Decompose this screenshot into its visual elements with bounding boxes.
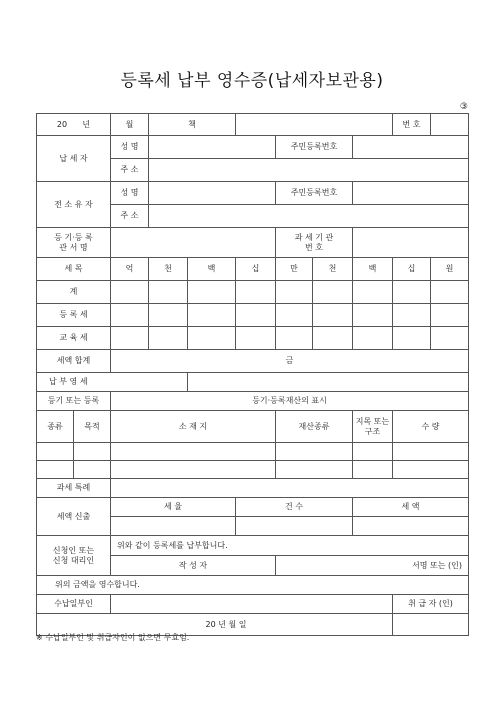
tax-amount-field[interactable] — [353, 517, 469, 536]
amount-cell[interactable] — [276, 281, 313, 304]
amount-cell[interactable] — [188, 327, 236, 350]
author-label: 작 성 자 — [111, 556, 276, 576]
property-kind-label: 재산종류 — [276, 411, 353, 443]
applicant-label: 신청인 또는 신청 대리인 — [37, 536, 111, 576]
amount-cell[interactable] — [149, 304, 188, 327]
property-display-label: 등기·등록재산의 표시 — [111, 392, 469, 411]
total-label: 계 — [37, 281, 111, 304]
tax-sum-field[interactable]: 금 — [111, 350, 469, 373]
book-cell: 책 — [149, 114, 236, 136]
amount-cell[interactable] — [431, 327, 469, 350]
payment-amount-field[interactable] — [188, 373, 469, 392]
tax-receipt-form — [36, 113, 469, 636]
amount-cell[interactable] — [188, 281, 236, 304]
tax-item-label: 세 목 — [37, 258, 111, 281]
amount-cell[interactable] — [236, 304, 276, 327]
property-cell[interactable] — [37, 461, 74, 479]
prev-owner-id-label: 주민등록번호 — [276, 182, 353, 205]
tax-rate-label: 세 율 — [111, 498, 236, 517]
taxpayer-address-label: 주 소 — [111, 159, 149, 182]
amount-cell[interactable] — [393, 281, 431, 304]
taxpayer-address-field[interactable] — [149, 159, 469, 182]
location-label: 소 재 지 — [111, 411, 276, 443]
prev-owner-address-field[interactable] — [149, 205, 469, 228]
year-cell: 20 년 — [37, 114, 111, 136]
amount-cell[interactable] — [353, 281, 393, 304]
page-title: 등록세 납부 영수증(납세자보관용) — [120, 71, 384, 91]
purpose-label: 목적 — [74, 411, 111, 443]
registry-office-field[interactable] — [111, 228, 276, 258]
education-tax-label: 교 육 세 — [37, 327, 111, 350]
handler-seal-area[interactable] — [393, 614, 469, 636]
prev-owner-label: 전 소 유 자 — [37, 182, 111, 228]
unit-won: 원 — [431, 258, 469, 281]
registration-tax-label: 등 록 세 — [37, 304, 111, 327]
taxpayer-label: 납 세 자 — [37, 136, 111, 182]
unit-sip: 십 — [236, 258, 276, 281]
tax-rate-field[interactable] — [111, 517, 236, 536]
property-cell[interactable] — [111, 443, 276, 461]
taxpayer-name-label: 성 명 — [111, 136, 149, 159]
payment-amount-label: 납 부 영 세 — [37, 373, 188, 392]
unit-sip-2: 십 — [393, 258, 431, 281]
land-structure-label: 지목 또는 구조 — [353, 411, 393, 443]
amount-cell[interactable] — [276, 327, 313, 350]
property-cell[interactable] — [74, 443, 111, 461]
count-label: 건 수 — [236, 498, 353, 517]
amount-cell[interactable] — [111, 304, 149, 327]
unit-baek-2: 백 — [353, 258, 393, 281]
number-value[interactable] — [431, 114, 469, 136]
amount-cell[interactable] — [111, 327, 149, 350]
kind-label: 종류 — [37, 411, 74, 443]
amount-cell[interactable] — [111, 281, 149, 304]
count-field[interactable] — [236, 517, 353, 536]
taxpayer-name-field[interactable] — [149, 136, 276, 159]
amount-cell[interactable] — [353, 327, 393, 350]
prev-owner-address-label: 주 소 — [111, 205, 149, 228]
number-label: 번 호 — [393, 114, 431, 136]
registry-office-label: 등 기·등 록 관 서 명 — [37, 228, 111, 258]
property-cell[interactable] — [393, 461, 469, 479]
property-cell[interactable] — [111, 461, 276, 479]
special-taxation-field[interactable] — [111, 479, 469, 498]
tax-office-field[interactable] — [353, 228, 469, 258]
received-statement: 위의 금액을 영수합니다. — [37, 576, 469, 595]
amount-cell[interactable] — [313, 304, 353, 327]
tax-amount-label: 세 액 — [353, 498, 469, 517]
amount-cell[interactable] — [393, 304, 431, 327]
property-cell[interactable] — [393, 443, 469, 461]
special-taxation-label: 과세 특례 — [37, 479, 111, 498]
receipt-date-area[interactable] — [111, 595, 393, 614]
signature-label[interactable]: 서명 또는 (인) — [276, 556, 469, 576]
amount-cell[interactable] — [149, 281, 188, 304]
amount-cell[interactable] — [188, 304, 236, 327]
declaration-label: 세액 신출 — [37, 498, 111, 536]
tax-office-label: 과 세 기 관 번 호 — [276, 228, 353, 258]
amount-cell[interactable] — [276, 304, 313, 327]
unit-man: 만 — [276, 258, 313, 281]
property-cell[interactable] — [353, 461, 393, 479]
unit-cheon-2: 천 — [313, 258, 353, 281]
amount-cell[interactable] — [431, 304, 469, 327]
unit-eok: 억 — [111, 258, 149, 281]
amount-cell[interactable] — [313, 327, 353, 350]
property-cell[interactable] — [276, 443, 353, 461]
amount-cell[interactable] — [393, 327, 431, 350]
amount-cell[interactable] — [313, 281, 353, 304]
quantity-label: 수 량 — [393, 411, 469, 443]
handler-label: 취 급 자 (인) — [393, 595, 469, 614]
prev-owner-name-label: 성 명 — [111, 182, 149, 205]
property-cell[interactable] — [74, 461, 111, 479]
payment-statement: 위와 같이 등록세를 납부합니다. — [111, 536, 469, 556]
prev-owner-name-field[interactable] — [149, 182, 276, 205]
taxpayer-id-field[interactable] — [353, 136, 469, 159]
amount-cell[interactable] — [431, 281, 469, 304]
amount-cell[interactable] — [149, 327, 188, 350]
property-cell[interactable] — [37, 443, 74, 461]
property-cell[interactable] — [353, 443, 393, 461]
prev-owner-id-field[interactable] — [353, 182, 469, 205]
footnote: ※ 수납일부인 및 취급자인이 없으면 무효임. — [36, 633, 190, 642]
form-copy-number: ③ — [459, 102, 468, 112]
header-blank[interactable] — [236, 114, 393, 136]
amount-cell[interactable] — [236, 327, 276, 350]
taxpayer-id-label: 주민등록번호 — [276, 136, 353, 159]
amount-cell[interactable] — [353, 304, 393, 327]
tax-sum-label: 세액 합계 — [37, 350, 111, 373]
registration-type-label: 등기 또는 등록 — [37, 392, 111, 411]
property-cell[interactable] — [276, 461, 353, 479]
unit-cheon: 천 — [149, 258, 188, 281]
month-cell: 월 — [111, 114, 149, 136]
unit-baek: 백 — [188, 258, 236, 281]
amount-cell[interactable] — [236, 281, 276, 304]
receipt-date-label: 수납일부인 — [37, 595, 111, 614]
date-line: 20 년 월 일 — [37, 614, 393, 636]
